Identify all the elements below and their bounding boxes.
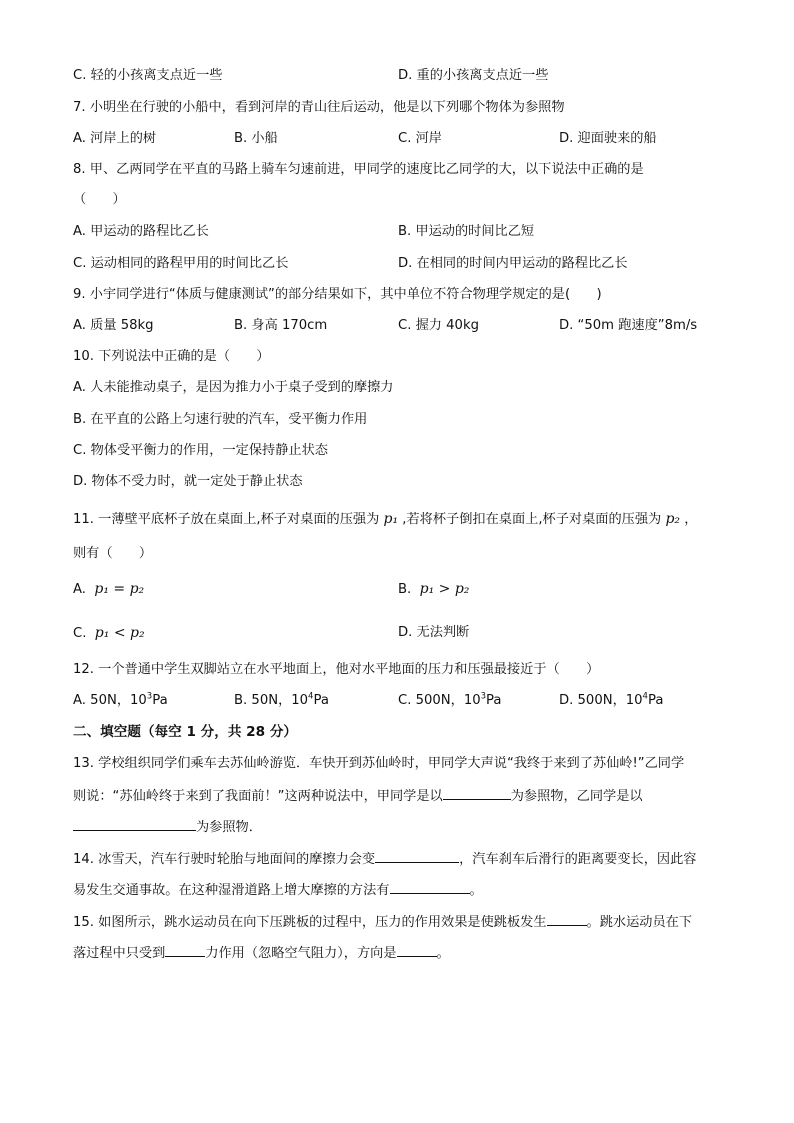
q11-option-b-math: p₁ > p₂: [419, 581, 470, 597]
section-title: 二、填空题（每空 1 分，共 28 分）: [73, 724, 298, 740]
q12-option-c-exp: 3: [480, 691, 487, 702]
q15-text-c: 落过程中只受到: [73, 946, 166, 961]
q7-option-c: C. 河岸: [398, 131, 442, 146]
q12-option-b-text: B. 50N，10: [234, 693, 309, 708]
q15-text-a: 15. 如图所示，跳水运动员在向下压跳板的过程中，压力的作用效果是使跳板发生: [73, 915, 547, 930]
q12-option-c-text: C. 500N，10: [398, 693, 481, 708]
q8-paren: （ ）: [73, 192, 126, 207]
q11-option-d: D. 无法判断: [398, 625, 470, 640]
q9-option-b: B. 身高 170cm: [234, 318, 328, 333]
q6-option-c: C. 轻的小孩离支点近一些: [73, 68, 223, 83]
q8-option-b: B. 甲运动的时间比乙短: [398, 224, 535, 239]
q15-stem-line1: [73, 912, 692, 932]
q8-option-d: D. 在相同的时间内甲运动的路程比乙长: [398, 256, 628, 271]
q12-option-c: [398, 692, 501, 710]
q12-option-d-unit: Pa: [647, 693, 664, 708]
q14-stem-line2: [73, 880, 483, 900]
q11-stem: [73, 510, 697, 529]
q12-stem: 12. 一个普通中学生双脚站立在水平地面上，他对水平地面的压力和压强最接近于（ ）: [73, 662, 600, 677]
q10-option-d: D. 物体不受力时，就一定处于静止状态: [73, 474, 303, 489]
q8-stem: 8. 甲、乙两同学在平直的马路上骑车匀速前进，甲同学的速度比乙同学的大，以下说法中正确的是: [73, 162, 644, 177]
q9-stem: 9. 小宇同学进行“体质与健康测试”的部分结果如下，其中单位不符合物理学规定的是( ): [73, 287, 602, 302]
q11-option-b-label: B.: [398, 582, 412, 597]
q13-text-b: 为参照物，乙同学是以: [510, 789, 643, 804]
q12-option-d: [559, 692, 663, 710]
q7-stem: 7. 小明坐在行驶的小船中，看到河岸的青山往后运动，他是以下列哪个物体为参照物: [73, 100, 565, 115]
q8-option-c: C. 运动相同的路程甲用的时间比乙长: [73, 256, 289, 271]
q10-option-c: C. 物体受平衡力的作用，一定保持静止状态: [73, 443, 328, 458]
q15-blank-3[interactable]: [397, 943, 437, 957]
q11-option-c-label: C.: [73, 626, 87, 641]
q11-stem-part2: ,若将杯子倒扣在桌面上,杯子对桌面的压强为: [402, 512, 662, 527]
q11-option-a: [73, 580, 144, 599]
q13-stem-line3: [73, 817, 262, 837]
q12-option-a-exp: 3: [146, 691, 153, 702]
q14-text-b: ，汽车刹车后滑行的距离要变长，因此容: [459, 852, 697, 867]
q14-blank-2[interactable]: [390, 880, 470, 894]
q15-text-e: 。: [436, 946, 450, 961]
q13-text-c: 为参照物．: [196, 820, 262, 835]
q12-option-b-exp: 4: [308, 691, 314, 702]
q11-option-b: [398, 580, 469, 599]
q13-stem-line2: [73, 786, 643, 806]
q11-p2: p₂: [665, 511, 681, 527]
q7-option-d: D. 迎面驶来的船: [559, 131, 657, 146]
q15-blank-2[interactable]: [165, 943, 205, 957]
q10-option-b: B. 在平直的公路上匀速行驶的汽车，受平衡力作用: [73, 412, 368, 427]
q14-text-c: 易发生交通事故。在这种湿滑道路上增大摩擦的方法有: [73, 883, 390, 898]
q14-stem-line1: [73, 849, 696, 869]
q11-option-c-math: p₁ < p₂: [94, 625, 145, 641]
q11-option-a-label: A.: [73, 582, 86, 597]
q9-option-d: D. “50m 跑速度”8m/s: [559, 318, 698, 333]
q11-p1: p₁: [383, 511, 399, 527]
q12-option-a: [73, 692, 168, 710]
q14-text-a: 14. 冰雪天，汽车行驶时轮胎与地面间的摩擦力会变: [73, 852, 376, 867]
q12-option-b-unit: Pa: [313, 693, 329, 708]
q12-option-d-text: D. 500N，10: [559, 693, 643, 708]
q6-option-d: D. 重的小孩离支点近一些: [398, 68, 549, 83]
q15-text-d: 力作用（忽略空气阻力），方向是: [205, 946, 397, 961]
q13-blank-1[interactable]: [443, 786, 511, 800]
q9-option-a: A. 质量 58kg: [73, 318, 154, 333]
q7-option-b: B. 小船: [234, 131, 278, 146]
q12-option-d-exp: 4: [642, 691, 648, 702]
q14-blank-1[interactable]: [375, 849, 459, 863]
q13-text-a: 则说：“苏仙岭终于来到了我面前！”这两种说法中，甲同学是以: [73, 789, 443, 804]
q13-stem-line1: 13. 学校组织同学们乘车去苏仙岭游览．车快开到苏仙岭时，甲同学大声说“我终于来到了苏仙岭!”乙同学: [73, 756, 685, 771]
q15-blank-1[interactable]: [547, 912, 587, 926]
q8-option-a: A. 甲运动的路程比乙长: [73, 224, 209, 239]
q11-stem-line2: 则有（ ）: [73, 546, 153, 561]
q15-text-b: 。跳水运动员在下: [586, 915, 693, 930]
q12-option-b: [234, 692, 329, 710]
q9-option-c: C. 握力 40kg: [398, 318, 479, 333]
q12-option-c-unit: Pa: [486, 693, 502, 708]
q15-stem-line2: [73, 943, 450, 963]
q10-stem: 10. 下列说法中正确的是（ ）: [73, 349, 270, 364]
q11-stem-part3: ，: [684, 512, 698, 527]
q12-option-a-text: A. 50N，10: [73, 693, 147, 708]
q11-stem-part1: 11. 一薄壁平底杯子放在桌面上,杯子对桌面的压强为: [73, 512, 380, 527]
q7-option-a: A. 河岸上的树: [73, 131, 157, 146]
q11-option-c: [73, 624, 145, 643]
q11-option-a-math: p₁ = p₂: [94, 581, 145, 597]
q14-text-d: 。: [469, 883, 483, 898]
q12-option-a-unit: Pa: [152, 693, 168, 708]
q10-option-a: A. 人未能推动桌子，是因为推力小于桌子受到的摩擦力: [73, 380, 394, 395]
q13-blank-2[interactable]: [73, 817, 196, 831]
